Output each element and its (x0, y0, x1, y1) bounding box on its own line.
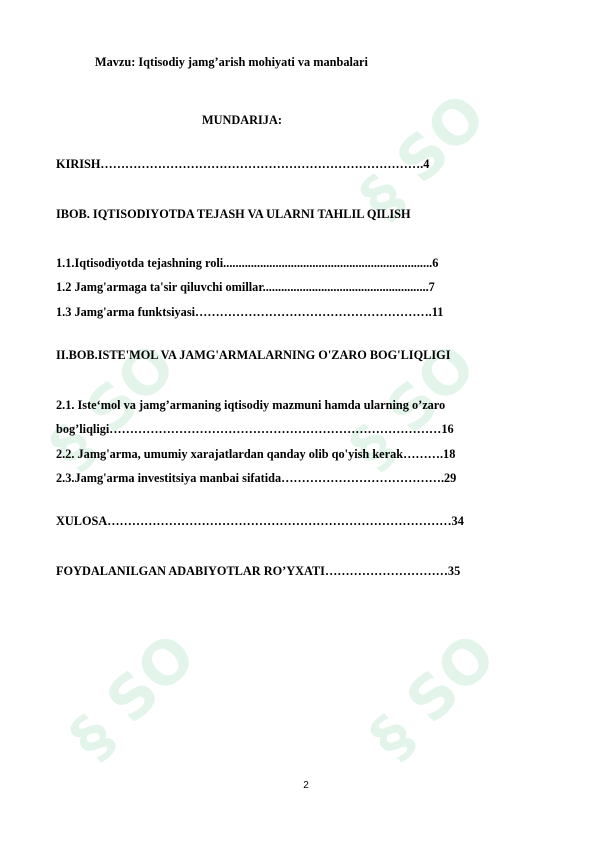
toc-entry-2-2: 2.2. Jamg'arma, umumiy xarajatlardan qanday olib qo'yish kerak……….18 (56, 447, 456, 461)
toc-entry-2-3: 2.3.Jamg'arma investitsiya manbai sifatida………………………………….29 (56, 471, 457, 485)
toc-entry-1-1: 1.1.Iqtisodiyotda tejashning roli....................................................................6 (56, 256, 439, 270)
document-topic: Mavzu: Iqtisodiy jamg’arish mohiyati va manbalari (95, 55, 368, 69)
toc-chapter-1: IBOB. IQTISODIYOTDA TEJASH VA ULARNI TAHLIL QILISH (56, 207, 411, 221)
toc-entry-2-1: 2.1. Iste‘mol va jamg’armaning iqtisodiy mazmuni hamda ularning o’zaro (56, 398, 446, 412)
svg-text:§ SOFT: § SOFT (347, 70, 510, 233)
svg-text:§ SOFT: § SOFT (337, 320, 500, 483)
toc-entry-1-2: 1.2 Jamg'armaga ta'sir qiluvchi omillar......................................................7 (56, 280, 435, 294)
toc-entry-1-3: 1.3 Jamg'arma funktsiyasi………………………………………………….11 (56, 305, 444, 319)
toc-chapter-2: II.BOB.ISTE'MOL VA JAMG'ARMALARNING O'ZARO BOG'LIQLIGI (56, 348, 451, 362)
svg-text:§ SOFT: § SOFT (357, 610, 520, 773)
contents-heading: MUNDARIJA: (202, 113, 282, 127)
svg-text:§ SOFT: § SOFT (37, 320, 200, 483)
watermark-logo (350, 610, 520, 780)
toc-entry-references: FOYDALANILGAN ADABIYOTLAR RO’YXATI…………………………35 (56, 564, 461, 578)
page-number: 2 (303, 780, 309, 791)
svg-text:§ SOFT: § SOFT (57, 610, 220, 773)
toc-entry-conclusion: XULOSA…………………………………………………………………………34 (56, 514, 464, 528)
toc-entry-intro: KIRISH…………………………………………………………………….4 (56, 157, 430, 171)
watermark-logo (50, 610, 220, 780)
toc-entry-2-1-cont: bog’liqligi………………………………………………………………………16 (56, 422, 454, 436)
